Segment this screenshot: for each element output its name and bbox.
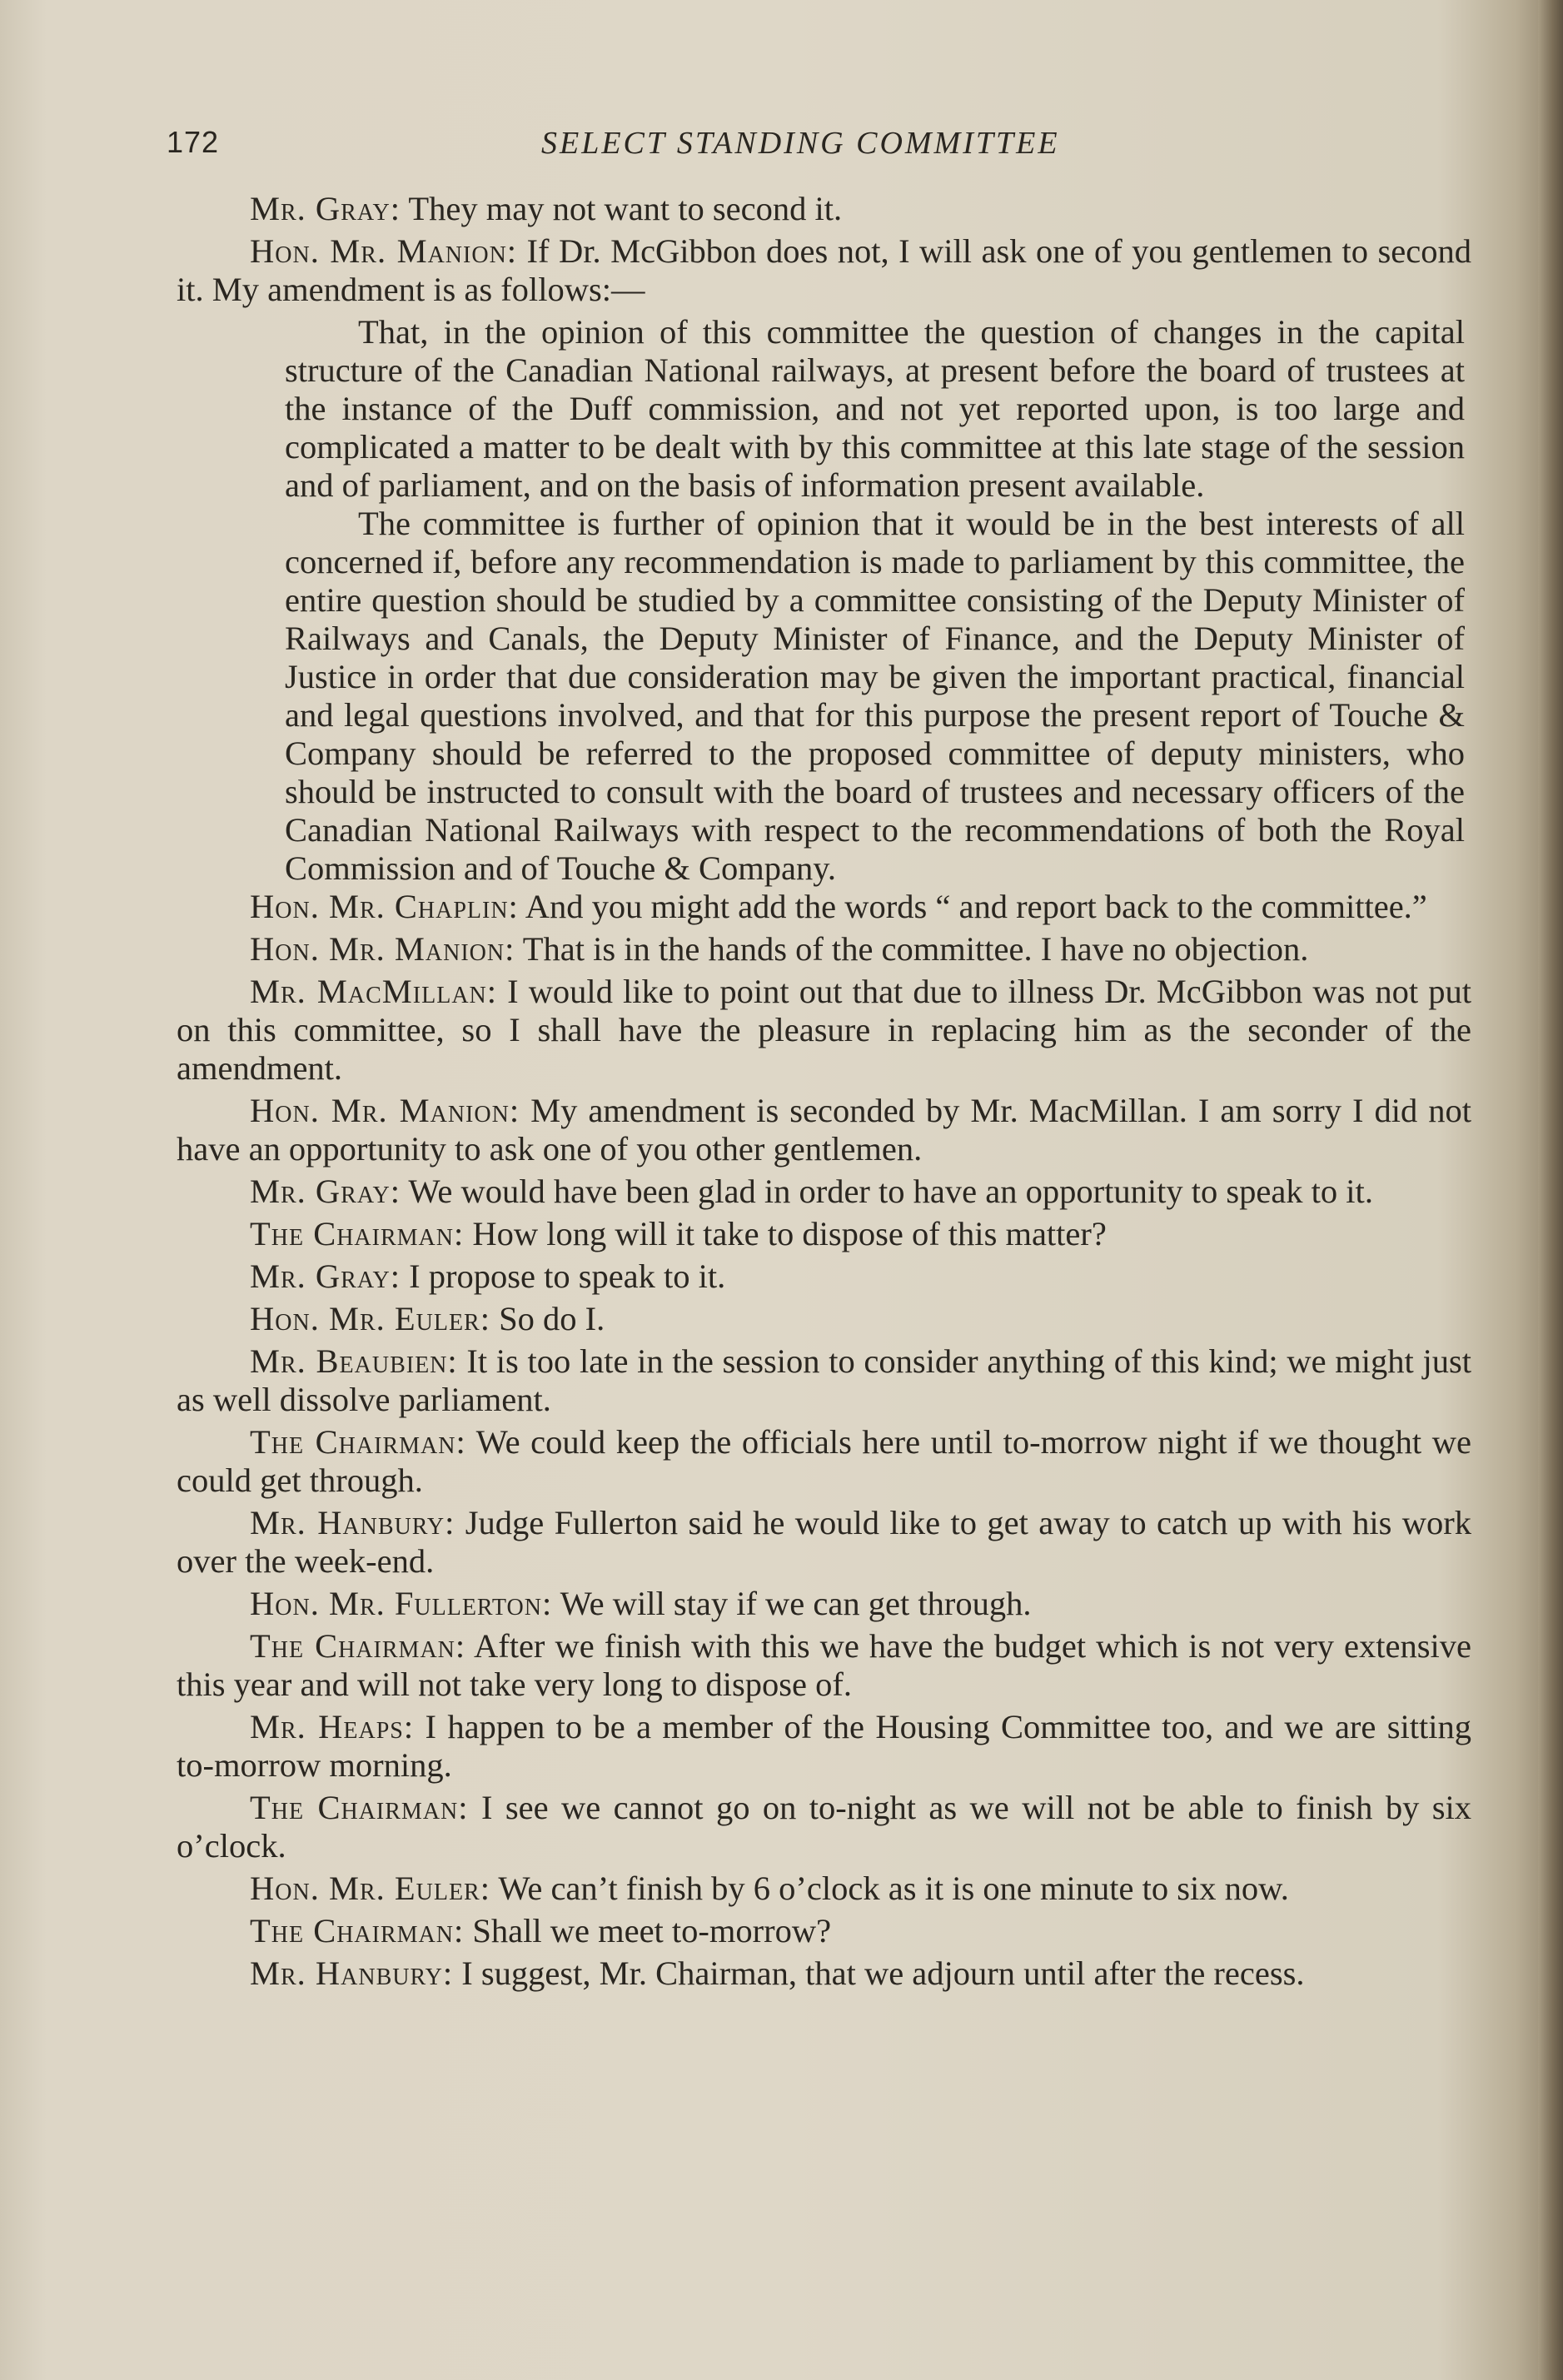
speech-paragraph [177, 1173, 1471, 1211]
speech-paragraph [177, 1300, 1471, 1338]
speech-paragraph [177, 888, 1471, 926]
speech-text: If Dr. McGibbon does not, I will ask one of you gentlemen to second it. My amendment is as follows:— [177, 232, 1471, 308]
speaker-name: Mr. Gray: [250, 1257, 401, 1295]
speech-paragraph [177, 1585, 1471, 1623]
speech-text: After we finish with this we have the budget which is not very extensive this year and will not take very long to dispose of. [177, 1627, 1471, 1703]
speech-paragraph [177, 1870, 1471, 1908]
speech-text: I see we cannot go on to-night as we will not be able to finish by six o’clock. [177, 1789, 1472, 1865]
page-body [177, 190, 1471, 1997]
speech-text: Judge Fullerton said he would like to get away to catch up with his work over the week-end. [177, 1504, 1471, 1580]
speech-text: I suggest, Mr. Chairman, that we adjourn until after the recess. [453, 1954, 1305, 1992]
book-spine-edge [1538, 0, 1563, 2380]
dialogue-section [177, 888, 1471, 1993]
speech-text: My amendment is seconded by Mr. MacMillan. I am sorry I did not have an opportunity to ask one of you other gentlemen. [177, 1092, 1471, 1168]
speaker-name: The Chairman: [250, 1789, 469, 1826]
speaker-name: Mr. Beaubien: [250, 1342, 458, 1380]
speech-paragraph [177, 1092, 1471, 1168]
speaker-name: Hon. Mr. Euler: [250, 1870, 490, 1907]
speaker-name: Mr. MacMillan: [250, 973, 498, 1010]
speech-paragraph [177, 1257, 1471, 1296]
speaker-name: Mr. Gray: [250, 190, 401, 227]
speech-paragraph [177, 1342, 1471, 1419]
speech-paragraph [177, 1954, 1471, 1993]
speech-paragraph [177, 1789, 1471, 1865]
speech-text: How long will it take to dispose of this matter? [464, 1215, 1107, 1252]
speech-paragraph [177, 973, 1471, 1088]
speech-paragraph [177, 1912, 1471, 1950]
speaker-name: Hon. Mr. Chaplin: [250, 888, 519, 925]
speaker-name: Hon. Mr. Manion: [250, 232, 518, 270]
speaker-name: The Chairman: [250, 1627, 466, 1665]
speech-paragraph [177, 1215, 1471, 1253]
speaker-name: The Chairman: [250, 1912, 465, 1949]
speech-paragraph [177, 1627, 1471, 1704]
speech-text: They may not want to second it. [400, 190, 843, 227]
speech-text: We can’t finish by 6 o’clock as it is one minute to six now. [490, 1870, 1289, 1907]
speech-text: We could keep the officials here until to-morrow night if we thought we could get through. [177, 1423, 1472, 1499]
speech-paragraph [177, 232, 1471, 309]
speech-text: And you might add the words “ and report back to the committee.” [518, 888, 1427, 925]
speech-paragraph [177, 190, 1471, 228]
speech-text: Shall we meet to-morrow? [464, 1912, 832, 1949]
speaker-name: Mr. Hanbury: [250, 1504, 455, 1541]
amendment-paragraph: The committee is further of opinion that it would be in the best interests of all concerned if, before any recommendation is made to parliament by this committee, the entire question should be studied by a committee consisting of the Deputy Minister of Railways and Canals, the Deputy Minister of Finance, and the Deputy Minister of Justice in order that due consideration may be given the important practical, financial and legal questions involved, and that for this purpose the present report of Touche & Company should be referred to the proposed committee of deputy ministers, who should be instructed to consult with the board of trustees and necessary officers of the Canadian National Railways with respect to the recommendations of both the Royal Commission and of Touche & Company. [285, 505, 1465, 887]
speech-paragraph [177, 1504, 1471, 1581]
speech-text: We would have been glad in order to have an opportunity to speak to it. [400, 1173, 1373, 1210]
speaker-name: The Chairman: [250, 1215, 465, 1252]
speech-paragraph [177, 1423, 1471, 1500]
speech-text: It is too late in the session to consider anything of this kind; we might just as well dissolve parliament. [177, 1342, 1472, 1418]
speech-text: So do I. [490, 1300, 605, 1337]
page-header [167, 125, 1482, 167]
running-title: SELECT STANDING COMMITTEE [541, 126, 1060, 161]
speaker-name: Mr. Heaps: [250, 1708, 415, 1745]
speaker-name: Hon. Mr. Euler: [250, 1300, 490, 1337]
speech-text: I happen to be a member of the Housing Committee too, and we are sitting to-morrow morning. [177, 1708, 1472, 1784]
speech-paragraph [177, 1708, 1471, 1785]
speaker-name: Hon. Mr. Manion: [250, 1092, 520, 1129]
speech-text: I propose to speak to it. [400, 1257, 726, 1295]
amendment-paragraph: That, in the opinion of this committee the question of changes in the capital structure of the Canadian National railways, at present before the board of trustees at the instance of the Duff commission, and not yet reported upon, is too large and complicated a matter to be dealt with by this committee at this late stage of the session and of parliament, and on the basis of information present available. [285, 313, 1465, 504]
speech-text: That is in the hands of the committee. I have no objection. [515, 930, 1309, 968]
speaker-name: Mr. Gray: [250, 1173, 401, 1210]
speech-text: I would like to point out that due to illness Dr. McGibbon was not put on this committee, so I shall have the pleasure in replacing him as the seconder of the amendment. [177, 973, 1471, 1087]
amendment-quote [285, 313, 1465, 888]
speaker-name: The Chairman: [250, 1423, 466, 1461]
page-number: 172 [167, 125, 220, 159]
speech-text: We will stay if we can get through. [552, 1585, 1032, 1622]
speaker-name: Mr. Hanbury: [250, 1954, 454, 1992]
speech-paragraph [177, 930, 1471, 968]
speaker-name: Hon. Mr. Manion: [250, 930, 515, 968]
speaker-name: Hon. Mr. Fullerton: [250, 1585, 553, 1622]
